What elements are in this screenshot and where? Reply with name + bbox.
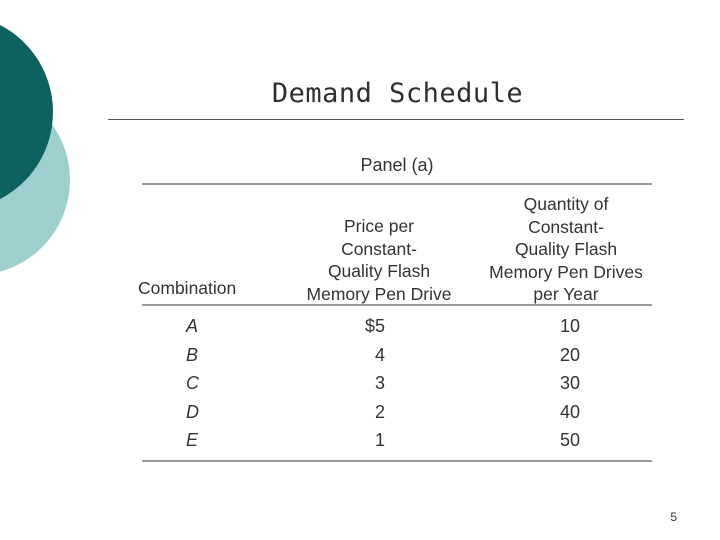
- header-quantity-line: Quality Flash: [514, 239, 618, 259]
- header-quantity-line: Memory Pen Drives: [489, 261, 643, 282]
- cell-price: 2: [374, 401, 385, 422]
- cell-quantity: 10: [559, 316, 581, 336]
- cell-quantity: 30: [559, 373, 581, 393]
- header-quantity: [474, 193, 658, 306]
- slide-title: Demand Schedule: [271, 78, 524, 109]
- table-bottom-rule: [142, 460, 652, 462]
- decorative-circles: [0, 0, 80, 300]
- panel-title: Panel (a): [360, 155, 434, 175]
- header-quantity-line: Quantity of: [523, 194, 609, 214]
- cell-price: $5: [364, 316, 385, 336]
- cell-combination: D: [186, 401, 199, 422]
- header-price: [290, 215, 468, 305]
- cell-combination: E: [186, 430, 199, 450]
- header-quantity-line: per Year: [533, 284, 599, 304]
- table-row: [0, 373, 720, 402]
- cell-combination: B: [186, 344, 199, 365]
- table-row: [0, 316, 720, 345]
- table-row: [0, 345, 720, 374]
- cell-price: 1: [374, 430, 385, 450]
- cell-quantity: 20: [559, 344, 581, 365]
- cell-price: 4: [374, 344, 385, 365]
- page-number: 5: [670, 510, 677, 524]
- header-price-line: Memory Pen Drive: [306, 283, 452, 304]
- table-top-rule: [142, 183, 652, 185]
- table-row: [0, 430, 720, 459]
- header-bottom-rule: [142, 304, 652, 306]
- cell-combination: A: [186, 316, 199, 336]
- title-divider: [108, 119, 684, 120]
- cell-quantity: 50: [559, 430, 581, 450]
- cell-quantity: 40: [559, 401, 581, 422]
- header-price-line: Price per: [343, 216, 415, 236]
- header-combination: Combination: [138, 278, 237, 298]
- header-price-line: Quality Flash: [327, 261, 431, 281]
- header-quantity-line: Constant-: [528, 216, 604, 237]
- header-price-line: Constant-: [341, 238, 417, 259]
- table-row: [0, 402, 720, 431]
- cell-combination: C: [186, 373, 199, 393]
- cell-price: 3: [374, 373, 385, 393]
